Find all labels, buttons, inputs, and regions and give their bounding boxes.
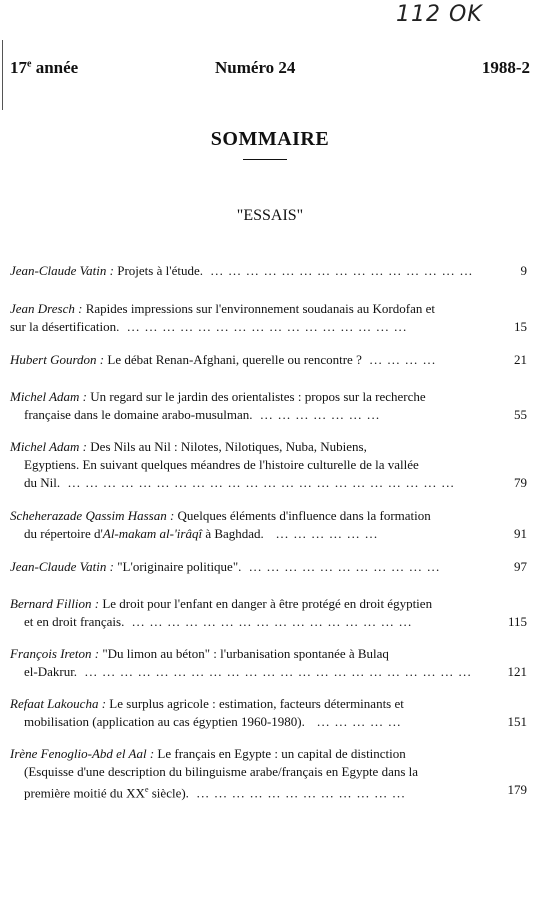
entry-title: "L'originaire politique". xyxy=(117,559,242,574)
entry-author: Hubert Gourdon : xyxy=(10,352,105,367)
entry-title-cont: (Esquisse d'une description du bilinguisme arabe/français en Egypte dans la xyxy=(24,764,419,779)
entry-title-cont: mobilisation (application au cas égyptien 1960-1980). xyxy=(24,714,305,729)
entry-title: Le français en Egypte : un capital de distinction xyxy=(157,746,406,761)
leader-dots: ... ... ... ... ... ... xyxy=(267,526,379,541)
toc-entry xyxy=(10,645,527,681)
leader-dots: ... ... ... ... xyxy=(365,352,437,367)
year-superscript: e xyxy=(27,58,32,70)
toc-entry xyxy=(10,438,527,492)
toc-entry xyxy=(10,507,527,543)
handwritten-note: 112 OK xyxy=(396,2,483,27)
entry-title-cont: siècle). xyxy=(148,785,189,801)
entry-title-cont: française dans le domaine arabo-musulman. xyxy=(24,407,253,422)
entry-title: Le surplus agricole : estimation, facteurs déterminants et xyxy=(109,696,404,711)
toc-entry xyxy=(10,300,527,336)
leader-dots: ... ... ... ... ... ... ... ... ... ... ... ... ... ... ... ... xyxy=(122,319,408,334)
entry-title-cont: première moitié du XX xyxy=(24,785,145,801)
entry-author: Michel Adam : xyxy=(10,389,88,404)
entry-page: 179 xyxy=(507,782,527,797)
entry-page: 121 xyxy=(507,664,527,679)
leader-dots: ... ... ... ... ... xyxy=(308,714,402,729)
leader-dots: ... ... ... ... ... ... ... ... ... ... ... ... ... ... ... ... xyxy=(127,614,413,629)
entry-title-cont: du Nil. xyxy=(24,475,61,490)
entry-title-cont: el-Dakrur. xyxy=(24,664,78,679)
year-word: année xyxy=(35,58,79,77)
entry-title: Le droit pour l'enfant en danger à être protégé en droit égyptien xyxy=(102,596,433,611)
entry-author: Refaat Lakoucha : xyxy=(10,696,107,711)
entry-author: François Ireton : xyxy=(10,646,100,661)
toc-entry xyxy=(10,351,527,369)
entry-title: Un regard sur le jardin des orientalistes : propos sur la recherche xyxy=(90,389,426,404)
toc-entry xyxy=(10,558,527,576)
entry-title-cont: à Baghdad. xyxy=(202,526,264,541)
entry-title-italic: Al-makam al-'irâqî xyxy=(102,526,203,541)
entry-title: Projets à l'étude. xyxy=(117,263,203,278)
leader-dots: ... ... ... ... ... ... ... ... ... ... ... ... ... ... ... ... ... ... ... ... ... ... xyxy=(63,475,455,490)
entry-page: 55 xyxy=(514,407,527,422)
toc-entry xyxy=(10,262,527,280)
entry-page: 115 xyxy=(507,614,527,629)
entry-title-cont: et en droit français. xyxy=(24,614,125,629)
entry-author: Michel Adam : xyxy=(10,439,88,454)
journal-header xyxy=(10,58,530,80)
entry-page: 91 xyxy=(514,526,527,541)
toc-entry xyxy=(10,745,527,799)
entry-title-cont: Egyptiens. En suivant quelques méandres de l'histoire culturelle de la vallée xyxy=(24,457,419,472)
page-title: SOMMAIRE xyxy=(210,128,330,150)
section-title: "ESSAIS" xyxy=(236,207,304,224)
entry-page: 9 xyxy=(520,263,527,278)
leader-dots: ... ... ... ... ... ... ... ... ... ... ... xyxy=(244,559,441,574)
entry-author: Jean Dresch : xyxy=(10,301,83,316)
year-label xyxy=(10,58,78,78)
entry-author: Bernard Fillion : xyxy=(10,596,100,611)
entry-author: Jean-Claude Vatin : xyxy=(10,263,114,278)
entry-title: Des Nils au Nil : Nilotes, Nilotiques, Nuba, Nubiens, xyxy=(90,439,367,454)
leader-dots: ... ... ... ... ... ... ... ... ... ... ... ... xyxy=(192,785,406,801)
entry-title-cont: sur la désertification. xyxy=(10,319,120,334)
entry-author: Jean-Claude Vatin : xyxy=(10,559,114,574)
superscript-e: e xyxy=(144,785,149,794)
entry-title-cont: du répertoire d' xyxy=(24,526,103,541)
leader-dots: ... ... ... ... ... ... ... xyxy=(255,407,381,422)
entry-title: Le débat Renan-Afghani, querelle ou rencontre ? xyxy=(107,352,362,367)
entry-title: "Du limon au béton" : l'urbanisation spontanée à Bulaq xyxy=(102,646,389,661)
toc-entry xyxy=(10,695,527,731)
leader-dots: ... ... ... ... ... ... ... ... ... ... ... ... ... ... ... xyxy=(206,263,474,278)
entry-author: Scheherazade Qassim Hassan : xyxy=(10,508,175,523)
entry-page: 15 xyxy=(514,319,527,334)
entry-author: Irène Fenoglio-Abd el Aal : xyxy=(10,746,155,761)
entry-title: Quelques éléments d'influence dans la formation xyxy=(177,508,431,523)
issue-number: Numéro 24 xyxy=(215,58,296,77)
issue-date: 1988-2 xyxy=(481,58,530,77)
title-rule xyxy=(243,159,287,160)
toc-entry xyxy=(10,595,527,631)
entry-page: 97 xyxy=(514,559,527,574)
scan-edge-line xyxy=(2,40,3,110)
leader-dots: ... ... ... ... ... ... ... ... ... ... ... ... ... ... ... ... ... ... ... ... ... ... xyxy=(80,664,472,679)
toc-entry xyxy=(10,388,527,424)
entry-page: 21 xyxy=(514,352,527,367)
entry-title: Rapides impressions sur l'environnement soudanais au Kordofan et xyxy=(85,301,435,316)
entry-page: 79 xyxy=(514,475,527,490)
year-number: 17 xyxy=(10,58,27,77)
entry-page: 151 xyxy=(507,714,527,729)
